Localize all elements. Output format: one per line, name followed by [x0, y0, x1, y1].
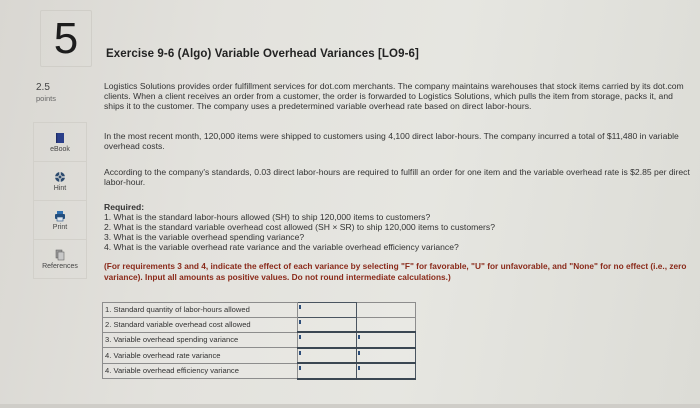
question-tools-sidebar	[33, 122, 87, 278]
empty-cell	[357, 303, 416, 318]
references-button[interactable]	[33, 239, 87, 279]
rate-variance-effect-select[interactable]	[357, 349, 415, 363]
sh-sr-amount-input[interactable]	[298, 318, 356, 332]
print-label: Print	[52, 223, 68, 231]
table-row	[103, 317, 416, 332]
table-row	[103, 363, 416, 379]
required-section	[104, 202, 694, 252]
instructions-text: (For requirements 3 and 4, indicate the effect of each variance by selecting "F" for favorable, "U" for unfavorable, and "None" for no effect (i.e., zero variance). Input all amounts as positive values. Do not round intermediate calculations.)	[104, 261, 687, 282]
question-number: 5	[40, 10, 92, 67]
amount-input-cell[interactable]	[298, 363, 357, 379]
spending-variance-input[interactable]	[298, 333, 356, 347]
efficiency-variance-effect-select[interactable]	[357, 364, 415, 378]
spending-variance-effect-select[interactable]	[357, 333, 415, 347]
points-value: 2.5	[36, 82, 50, 93]
row-label: 2. Standard variable overhead cost allowed	[103, 317, 298, 332]
effect-select-cell[interactable]	[357, 332, 416, 348]
empty-cell	[357, 317, 416, 332]
amount-input-cell[interactable]	[298, 348, 357, 364]
book-icon	[54, 132, 66, 144]
ebook-label: eBook	[50, 145, 70, 153]
row-label: 3. Variable overhead spending variance	[103, 332, 298, 348]
rate-variance-input[interactable]	[298, 349, 356, 363]
sh-amount-input[interactable]	[298, 303, 356, 317]
amount-input-cell[interactable]	[298, 332, 357, 348]
requirement-item: 4. What is the variable overhead rate variance and the variable overhead efficiency variance?	[104, 242, 459, 252]
print-button[interactable]	[33, 200, 87, 240]
scenario-paragraph: Logistics Solutions provides order fulfillment services for dot.com merchants. The company maintains warehouses that stock items carried by its dot.com clients. When a client receives an order from a customer, the order is forwarded to Logistics Solutions, which pulls the item from storage, packs it, and ships it to the customer. The company uses a predetermined variable overhead rate based on direct labor-hours.	[104, 81, 684, 111]
row-label: 4. Variable overhead rate variance	[103, 348, 298, 364]
answer-table	[102, 302, 416, 380]
table-row	[103, 332, 416, 348]
ebook-button[interactable]	[33, 122, 87, 162]
documents-icon	[54, 249, 66, 261]
row-label: 4. Variable overhead efficiency variance	[103, 363, 298, 379]
bottom-edge	[0, 404, 700, 408]
points-label: points	[36, 94, 57, 103]
row-label: 1. Standard quantity of labor-hours allowed	[103, 303, 298, 318]
table-row	[103, 348, 416, 364]
amount-input-cell[interactable]	[298, 303, 357, 318]
monthly-data-paragraph: In the most recent month, 120,000 items were shipped to customers using 4,100 direct labor-hours. The company incurred a total of $11,480 in variable overhead costs.	[104, 131, 679, 151]
standards-paragraph: According to the company's standards, 0.03 direct labor-hours are required to fulfill an order for one item and the variable overhead rate is $2.85 per direct labor-hour.	[104, 167, 690, 187]
effect-select-cell[interactable]	[357, 348, 416, 364]
exercise-title: Exercise 9-6 (Algo) Variable Overhead Variances [LO9-6]	[106, 48, 419, 60]
lifebuoy-icon	[54, 171, 66, 183]
points-info	[36, 82, 56, 104]
requirement-item: 2. What is the standard variable overhead cost allowed (SH × SR) to ship 120,000 items to customers?	[104, 222, 495, 232]
hint-label: Hint	[53, 184, 67, 192]
requirement-item: 1. What is the standard labor-hours allowed (SH) to ship 120,000 items to customers?	[104, 212, 431, 222]
references-label: References	[42, 262, 78, 270]
effect-select-cell[interactable]	[357, 363, 416, 379]
amount-input-cell[interactable]	[298, 317, 357, 332]
efficiency-variance-input[interactable]	[298, 364, 356, 378]
table-row	[103, 303, 416, 318]
requirement-item: 3. What is the variable overhead spending variance?	[104, 232, 305, 242]
hint-button[interactable]	[33, 161, 87, 201]
required-heading: Required:	[104, 202, 145, 212]
printer-icon	[54, 210, 66, 222]
